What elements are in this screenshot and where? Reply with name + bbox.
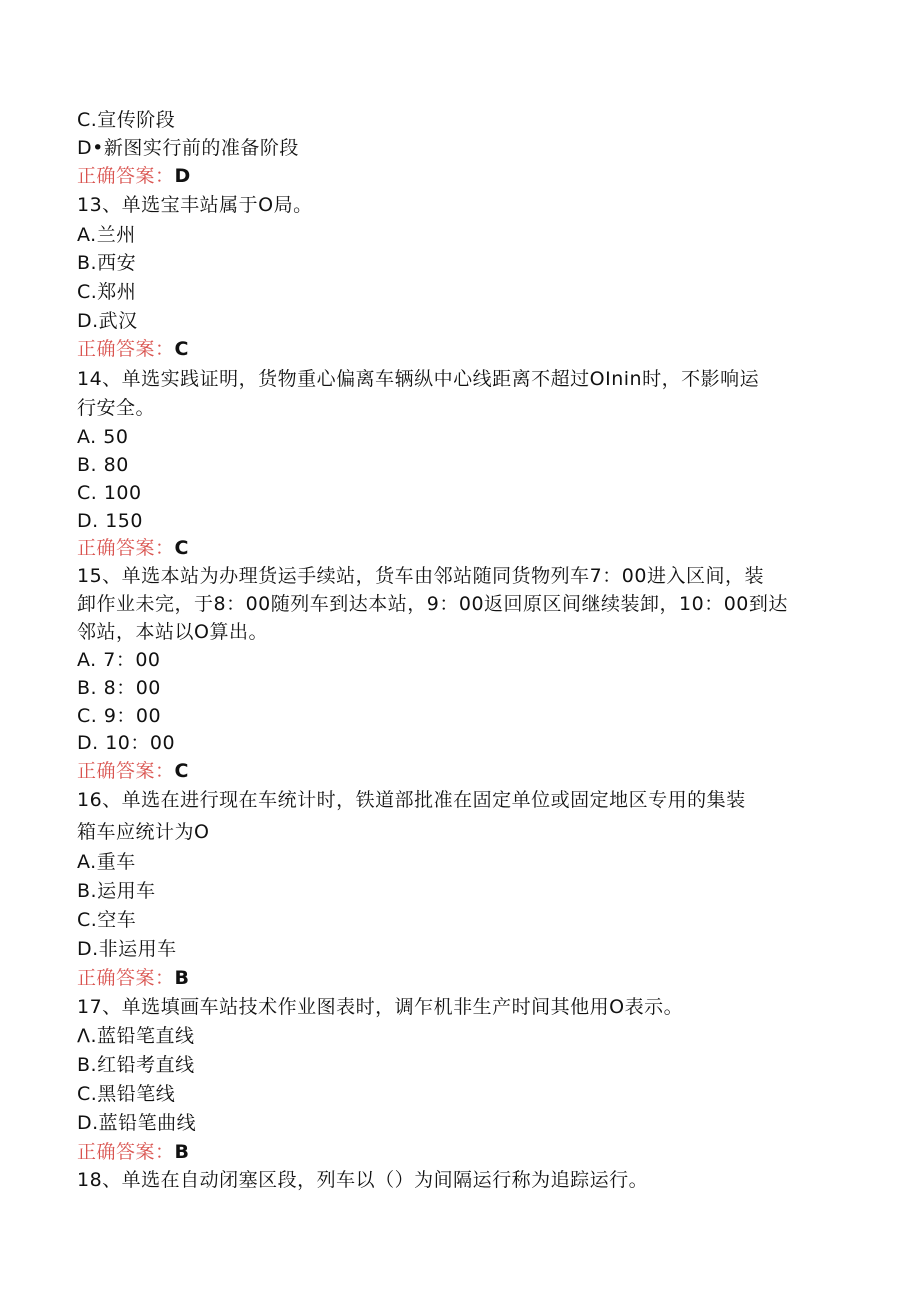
option-line: C.黑铅笔线 bbox=[77, 1083, 176, 1105]
option-line: C.郑州 bbox=[77, 281, 137, 303]
option-line: B.运用车 bbox=[77, 880, 156, 902]
question-line: 邻站，本站以O算出。 bbox=[77, 621, 268, 643]
option-line: A. 7：00 bbox=[77, 649, 161, 671]
question-line: 行安全。 bbox=[77, 397, 156, 419]
option-line: A.重车 bbox=[77, 851, 136, 873]
option-line: Λ.蓝铅笔直线 bbox=[77, 1025, 195, 1047]
answer-label: 正确答案： bbox=[77, 760, 175, 782]
answer-line bbox=[77, 534, 189, 562]
option-line: B. 80 bbox=[77, 454, 129, 476]
answer-label: 正确答案： bbox=[77, 537, 175, 559]
option-line: C. 9：00 bbox=[77, 705, 162, 727]
answer-value: C bbox=[174, 760, 189, 782]
answer-value: C bbox=[174, 338, 189, 360]
option-line: D.武汉 bbox=[77, 310, 138, 332]
answer-value: B bbox=[174, 967, 190, 989]
question-line: 卸作业未完，于8：00随列车到达本站，9：00返回原区间继续装卸，10：00到达 bbox=[77, 593, 788, 615]
answer-line bbox=[77, 964, 190, 992]
question-line: 16、单选在进行现在车统计时，铁道部批准在固定单位或固定地区专用的集装 bbox=[77, 789, 746, 811]
option-line: C.宣传阶段 bbox=[77, 109, 176, 131]
option-line: C. 100 bbox=[77, 482, 142, 504]
option-line: D. 150 bbox=[77, 510, 143, 532]
answer-label: 正确答案： bbox=[77, 165, 175, 187]
answer-line bbox=[77, 162, 191, 190]
option-line: A.兰州 bbox=[77, 224, 136, 246]
question-line: 14、单选实践证明，货物重心偏离车辆纵中心线距离不超过OInin时，不影响运 bbox=[77, 368, 760, 390]
answer-label: 正确答案： bbox=[77, 967, 175, 989]
question-line: 18、单选在自动闭塞区段，列车以（）为间隔运行称为追踪运行。 bbox=[77, 1169, 649, 1191]
option-line: D.蓝铅笔曲线 bbox=[77, 1112, 197, 1134]
option-line: D.非运用车 bbox=[77, 938, 177, 960]
question-line: 17、单选填画车站技术作业图表时，调乍机非生产时间其他用O表示。 bbox=[77, 996, 684, 1018]
option-line: A. 50 bbox=[77, 426, 129, 448]
answer-value: B bbox=[174, 1141, 190, 1163]
question-line: 箱车应统计为O bbox=[77, 821, 210, 843]
option-line: D•新图实行前的准备阶段 bbox=[77, 137, 299, 159]
answer-line bbox=[77, 335, 189, 363]
answer-line bbox=[77, 757, 189, 785]
answer-label: 正确答案： bbox=[77, 338, 175, 360]
answer-value: D bbox=[174, 165, 191, 187]
answer-line bbox=[77, 1138, 190, 1166]
option-line: D. 10：00 bbox=[77, 732, 176, 754]
option-line: C.空车 bbox=[77, 909, 137, 931]
question-line: 15、单选本站为办理货运手续站，货车由邻站随同货物列车7：00进入区间，装 bbox=[77, 565, 764, 587]
option-line: B.西安 bbox=[77, 252, 137, 274]
question-line: 13、单选宝丰站属于O局。 bbox=[77, 194, 313, 216]
option-line: B.红铅考直线 bbox=[77, 1054, 195, 1076]
answer-label: 正确答案： bbox=[77, 1141, 175, 1163]
option-line: B. 8：00 bbox=[77, 677, 161, 699]
answer-value: C bbox=[174, 537, 189, 559]
